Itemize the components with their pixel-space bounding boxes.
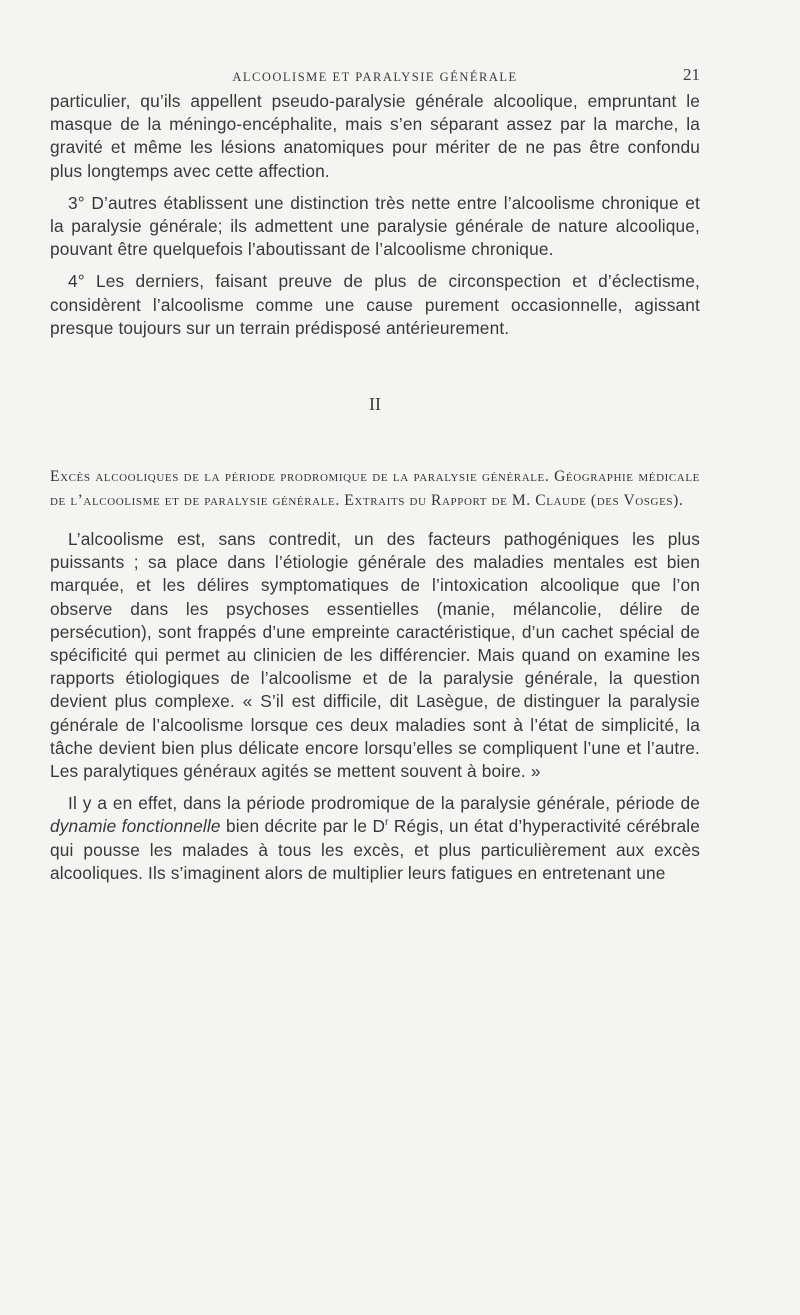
- paragraph-5-start: Il y a en effet, dans la période prodromique de la paralysie générale, période de: [68, 793, 700, 814]
- paragraph-5-mid: bien décrite par le D: [220, 816, 386, 837]
- body-text-2: [50, 528, 700, 885]
- paragraph-2: 3° D’autres établissent une distinction très nette entre l’alcoolisme chronique et la paralysie générale; ils admettent une paralysie générale de nature alcoolique, pouvant être quelquefois l’aboutissant de l’alcoolisme chronique.: [50, 192, 700, 260]
- paragraph-4: L’alcoolisme est, sans contredit, un des facteurs pathogéniques les plus puissants ; sa place dans l’étiologie générale des maladies mentales est bien marquée, et les délires symptomatiques de l’intoxication alcoolique que l’on observe dans les psychoses essentielles (manie, mélancolie, délire de persécution), sont frappés d’une empreinte caractéristique, d’un cachet spécial de spécificité qui permet au clinicien de les différencier. Mais quand on examine les rapports étiologiques de l’alcoolisme et de la paralysie générale, la question devient plus complexe. « S’il est difficile, dit Lasègue, de distinguer la paralysie générale de l’alcoolisme lorsque ces deux maladies sont à l’état de simplicité, la tâche devient bien plus délicate encore lorsqu’elles se compliquent l’une et l’autre. Les paralytiques généraux agités se mettent souvent à boire. »: [50, 529, 700, 782]
- paragraph-5: [50, 792, 700, 885]
- section-heading: Excès alcooliques de la période prodromique de la paralysie générale. Géographie médicale de l’alcoolisme et de paralysie générale. Extraits du Rapport de M. Claude (des Vosges).: [50, 468, 700, 509]
- body-text: [50, 90, 700, 340]
- paragraph-3: 4° Les derniers, faisant preuve de plus de circonspection et d’éclectisme, considèrent l’alcoolisme comme une cause purement occasionnelle, agissant presque toujours sur un terrain prédisposé antérieurement.: [50, 271, 700, 338]
- italic-term: dynamie fonctionnelle: [50, 816, 221, 837]
- document-page: [50, 60, 700, 885]
- paragraph-5-end: Régis, un état d’hyperactivité cérébrale qui pousse les malades à tous les excès, et plus particulièrement aux excès alcooliques. Ils s’imaginent alors de multiplier leurs fatigues en entretenant une: [50, 816, 700, 883]
- superscript-r: r: [385, 817, 389, 829]
- paragraph-1: particulier, qu’ils appellent pseudo-paralysie générale alcoolique, empruntant le masque de la méningo-encéphalite, mais s’en séparant assez par la marche, la gravité et même les lésions anatomiques pour mériter de ne pas être confondu plus longtemps avec cette affection.: [50, 91, 700, 181]
- page-number: 21: [683, 65, 700, 84]
- page-header: [50, 60, 700, 90]
- section-number: II: [369, 394, 381, 415]
- running-title: ALCOOLISME ET PARALYSIE GÉNÉRALE: [232, 70, 518, 84]
